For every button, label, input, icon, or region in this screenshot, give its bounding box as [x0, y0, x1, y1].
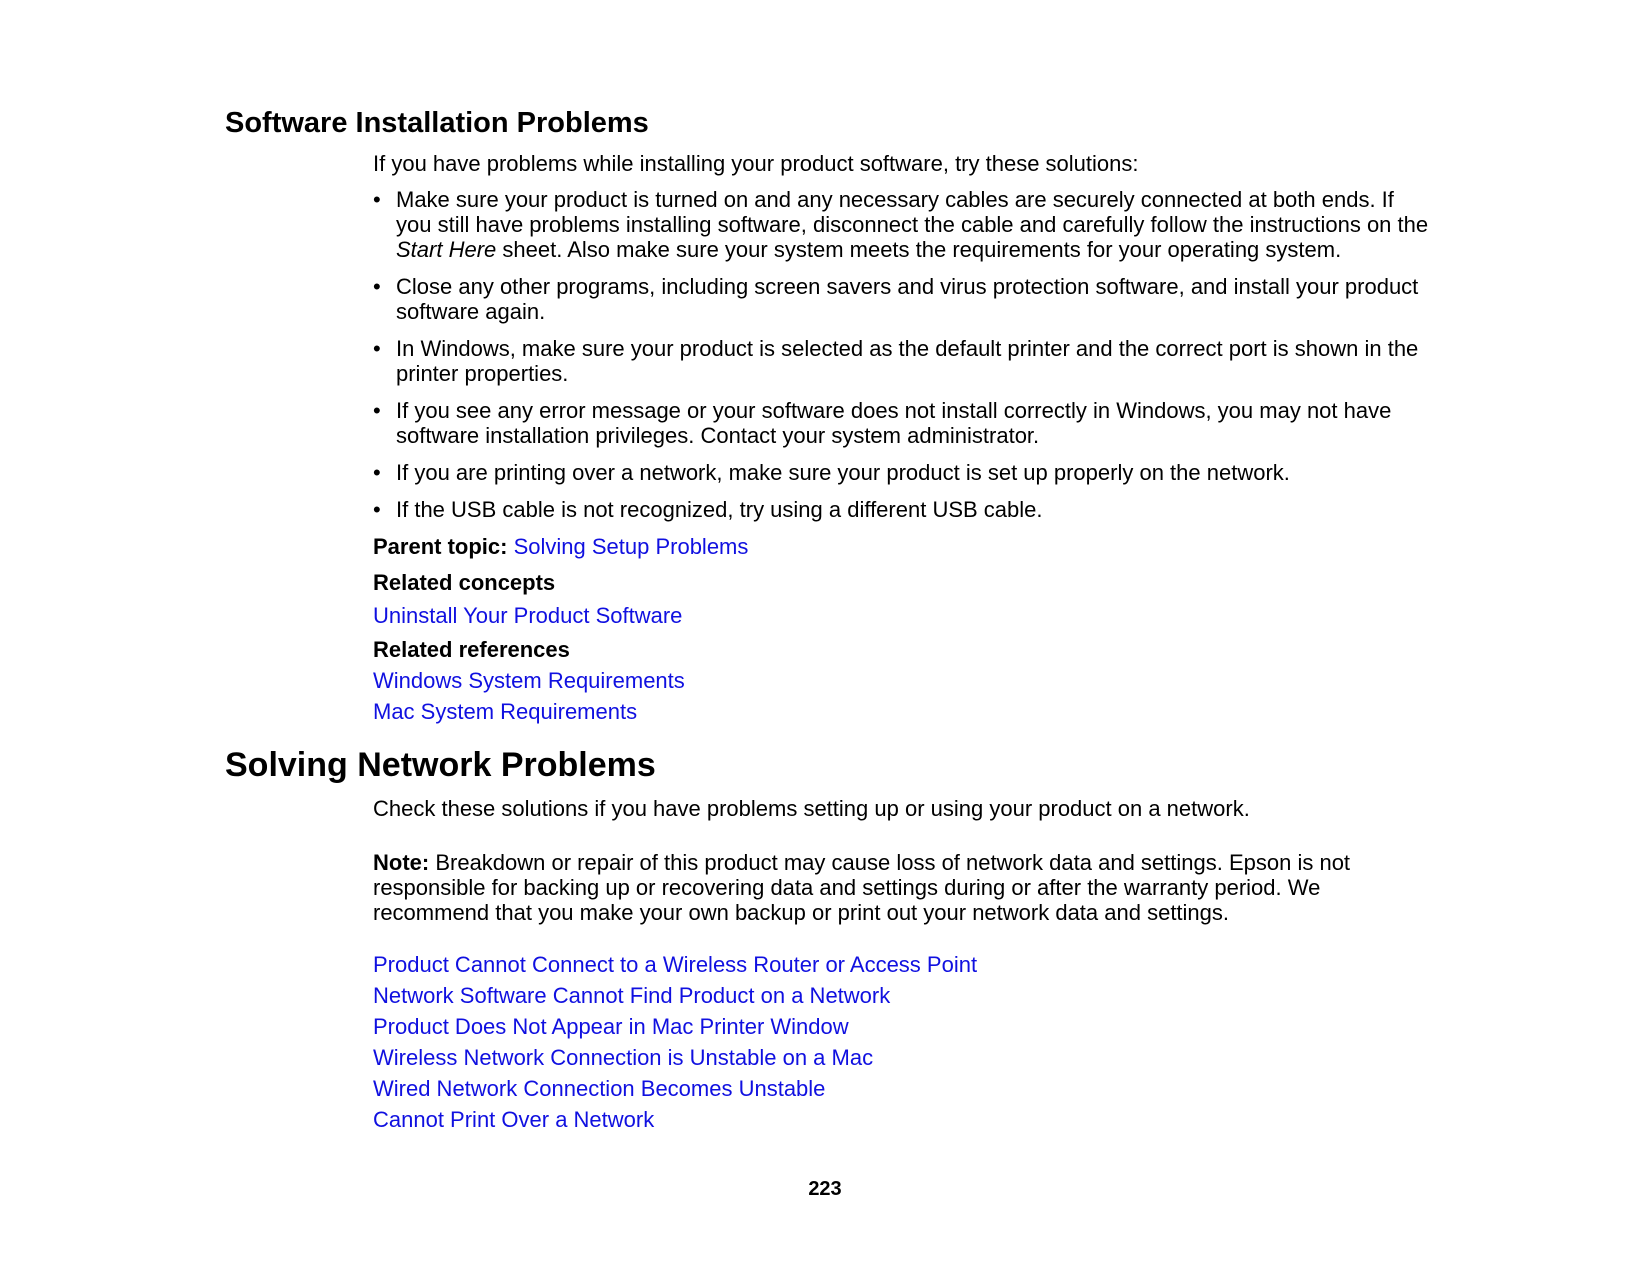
wireless-unstable-mac-link[interactable]: Wireless Network Connection is Unstable on a Mac	[373, 1045, 874, 1070]
bullet-icon: •	[373, 336, 381, 361]
bullet-icon: •	[373, 497, 381, 522]
list-item-text: Close any other programs, including screen savers and virus protection software, and install your product software again.	[396, 274, 1419, 324]
related-concepts-links	[373, 600, 1433, 631]
parent-topic-label: Parent topic:	[373, 534, 508, 559]
list-item-text: If the USB cable is not recognized, try using a different USB cable.	[396, 497, 1043, 522]
section2-intro: Check these solutions if you have problems setting up or using your product on a network.	[373, 796, 1250, 821]
parent-topic-link[interactable]: Solving Setup Problems	[513, 534, 749, 559]
list-item-text: In Windows, make sure your product is selected as the default printer and the correct port is shown in the printer properties.	[396, 336, 1419, 386]
bullet-icon: •	[373, 460, 381, 485]
list-item	[373, 460, 1433, 485]
network-topic-links	[373, 949, 1433, 1135]
mac-requirements-link[interactable]: Mac System Requirements	[373, 699, 638, 724]
solutions-list	[373, 187, 1433, 522]
parent-topic	[373, 534, 1433, 559]
note-paragraph	[373, 850, 1433, 925]
mac-printer-window-link[interactable]: Product Does Not Appear in Mac Printer Window	[373, 1014, 849, 1039]
cannot-print-network-link[interactable]: Cannot Print Over a Network	[373, 1107, 655, 1132]
related-concepts-label: Related concepts	[373, 570, 556, 595]
section1-intro: If you have problems while installing your product software, try these solutions:	[373, 151, 1139, 176]
section-heading-software-installation: Software Installation Problems	[225, 107, 649, 139]
list-item-text: Make sure your product is turned on and any necessary cables are securely connected at both ends. If you still have problems installing software, disconnect the cable and carefully follow the instructions on the	[396, 187, 1429, 237]
list-item-text: If you are printing over a network, make sure your product is set up properly on the network.	[396, 460, 1290, 485]
list-item	[373, 336, 1433, 386]
section2-body	[373, 796, 1433, 1135]
list-item	[373, 274, 1433, 324]
note-label: Note:	[373, 850, 430, 875]
list-item-text: sheet. Also make sure your system meets the requirements for your operating system.	[496, 237, 1342, 262]
related-references-links	[373, 665, 1433, 727]
network-software-link[interactable]: Network Software Cannot Find Product on a Network	[373, 983, 891, 1008]
section1-body	[373, 151, 1433, 727]
list-item	[373, 497, 1433, 522]
bullet-icon: •	[373, 187, 381, 212]
windows-requirements-link[interactable]: Windows System Requirements	[373, 668, 685, 693]
wireless-router-link[interactable]: Product Cannot Connect to a Wireless Router or Access Point	[373, 952, 978, 977]
list-item	[373, 398, 1433, 448]
page-number: 223	[808, 1178, 842, 1200]
wired-unstable-link[interactable]: Wired Network Connection Becomes Unstable	[373, 1076, 826, 1101]
section-heading-network-problems: Solving Network Problems	[225, 746, 656, 784]
uninstall-software-link[interactable]: Uninstall Your Product Software	[373, 603, 683, 628]
note-text: Breakdown or repair of this product may cause loss of network data and settings. Epson is not responsible for backing up or recovering data and settings during or after the warranty period. We recommend that you make your own backup or print out your network data and settings.	[373, 850, 1351, 925]
bullet-icon: •	[373, 274, 381, 299]
list-item	[373, 187, 1433, 262]
list-item-text: If you see any error message or your software does not install correctly in Windows, you may not have software installation privileges. Contact your system administrator.	[396, 398, 1392, 448]
start-here-emphasis: Start Here	[396, 237, 497, 262]
related-references-label: Related references	[373, 637, 570, 662]
bullet-icon: •	[373, 398, 381, 423]
